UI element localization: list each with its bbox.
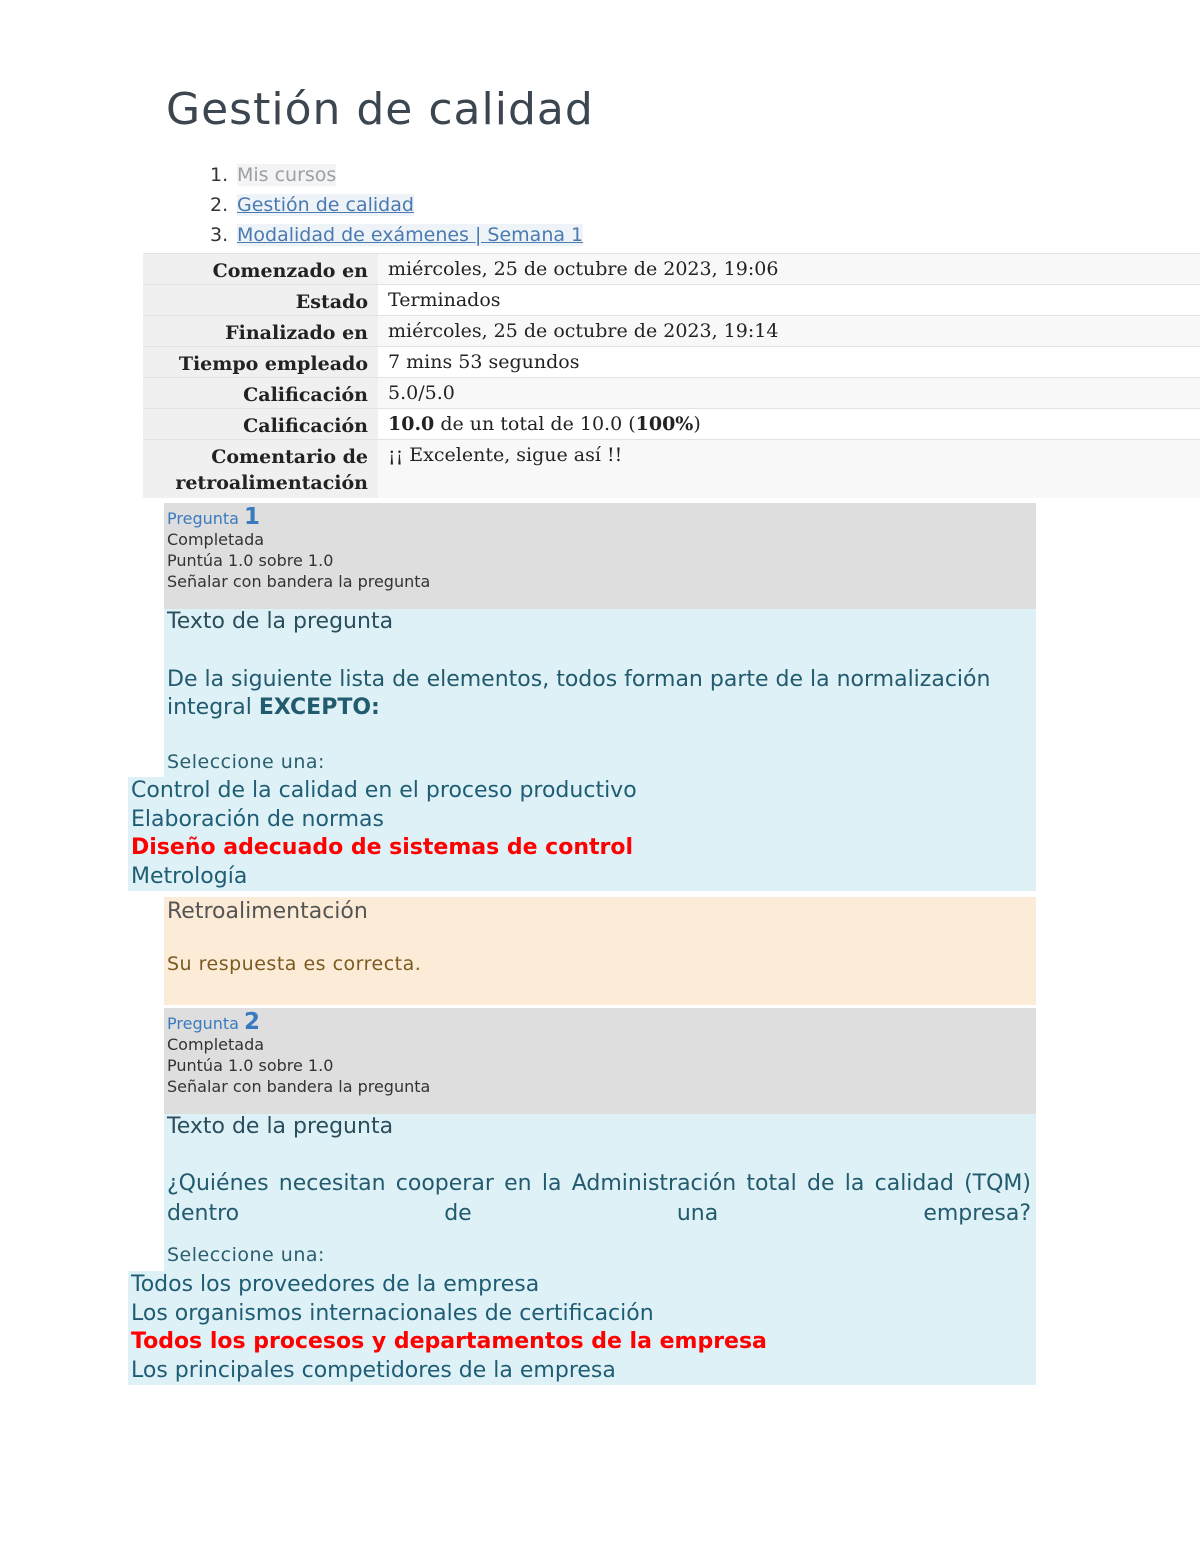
summary-row-started bbox=[143, 254, 1200, 285]
summary-value: 5.0/5.0 bbox=[378, 378, 1200, 409]
answer-option[interactable]: Los organismos internacionales de certificación bbox=[131, 1300, 654, 1326]
question-label: Pregunta bbox=[167, 509, 239, 528]
grade-end: ) bbox=[693, 413, 701, 435]
breadcrumb-link-course[interactable]: Gestión de calidad bbox=[237, 194, 414, 216]
summary-row-grade bbox=[143, 409, 1200, 440]
question-number: 1 bbox=[244, 504, 261, 530]
question-text-main: De la siguiente lista de elementos, todos forman parte de la normalización integral bbox=[167, 667, 991, 720]
flag-question-link[interactable]: Señalar con bandera la pregunta bbox=[167, 572, 431, 591]
question-1-feedback bbox=[164, 897, 1036, 1005]
flag-question-link[interactable]: Señalar con bandera la pregunta bbox=[167, 1077, 431, 1096]
summary-row-finished bbox=[143, 316, 1200, 347]
question-2-content bbox=[164, 1114, 1036, 1271]
question-state: Completada bbox=[167, 530, 265, 549]
breadcrumb-link-exam[interactable]: Modalidad de exámenes | Semana 1 bbox=[237, 224, 584, 246]
answer-option[interactable]: Elaboración de normas bbox=[131, 806, 384, 832]
question-1-answers bbox=[128, 777, 1036, 891]
question-label: Pregunta bbox=[167, 1014, 239, 1033]
answer-option[interactable]: Metrología bbox=[131, 863, 248, 889]
summary-label: Estado bbox=[143, 285, 378, 316]
summary-label: Calificación bbox=[143, 378, 378, 409]
breadcrumb-link-my-courses[interactable]: Mis cursos bbox=[237, 164, 337, 186]
answer-option-correct[interactable]: Todos los procesos y departamentos de la empresa bbox=[131, 1329, 767, 1354]
feedback-text: Su respuesta es correcta. bbox=[167, 953, 422, 975]
summary-label: Finalizado en bbox=[143, 316, 378, 347]
breadcrumb-item-my-courses[interactable] bbox=[210, 164, 583, 194]
attempt-summary-table bbox=[143, 253, 1200, 498]
feedback-heading: Retroalimentación bbox=[167, 899, 368, 924]
breadcrumb bbox=[210, 164, 583, 254]
answer-option-correct[interactable]: Diseño adecuado de sistemas de control bbox=[131, 835, 634, 860]
summary-label: Tiempo empleado bbox=[143, 347, 378, 378]
question-1-content bbox=[164, 609, 1036, 777]
breadcrumb-item-course[interactable] bbox=[210, 194, 583, 224]
question-2-answers bbox=[128, 1271, 1036, 1385]
summary-label: Comenzado en bbox=[143, 254, 378, 285]
question-1-info bbox=[164, 503, 1036, 609]
summary-value bbox=[378, 409, 1200, 440]
breadcrumb-item-exam[interactable] bbox=[210, 224, 583, 254]
summary-value: Terminados bbox=[378, 285, 1200, 316]
answer-option[interactable]: Control de la calidad en el proceso productivo bbox=[131, 778, 637, 803]
select-one-label: Seleccione una: bbox=[167, 1244, 325, 1266]
question-text-heading: Texto de la pregunta bbox=[167, 609, 394, 634]
select-one-label: Seleccione una: bbox=[167, 751, 325, 773]
answer-option[interactable]: Todos los proveedores de la empresa bbox=[131, 1272, 540, 1297]
breadcrumb-number: 3. bbox=[210, 224, 229, 246]
summary-value: ¡¡ Excelente, sigue así !! bbox=[378, 440, 1200, 498]
question-1-heading bbox=[167, 504, 1033, 530]
question-text: ¿Quiénes necesitan cooperar en la Administración total de la calidad (TQM) dentro de una empresa? bbox=[167, 1171, 1031, 1226]
summary-row-time bbox=[143, 347, 1200, 378]
page-title: Gestión de calidad bbox=[166, 84, 594, 135]
summary-label: Calificación bbox=[143, 409, 378, 440]
question-text bbox=[167, 666, 1031, 722]
question-text-emphasis: EXCEPTO: bbox=[258, 695, 380, 720]
grade-mid: de un total de 10.0 ( bbox=[434, 413, 636, 435]
summary-row-marks bbox=[143, 378, 1200, 409]
question-score: Puntúa 1.0 sobre 1.0 bbox=[167, 1056, 334, 1075]
question-2-info bbox=[164, 1008, 1036, 1114]
summary-value: miércoles, 25 de octubre de 2023, 19:14 bbox=[378, 316, 1200, 347]
grade-value: 10.0 bbox=[388, 413, 435, 435]
question-2-heading bbox=[167, 1009, 1033, 1035]
question-text-heading: Texto de la pregunta bbox=[167, 1114, 394, 1139]
question-state: Completada bbox=[167, 1035, 265, 1054]
summary-row-state bbox=[143, 285, 1200, 316]
summary-label: Comentario de retroalimentación bbox=[143, 440, 378, 498]
answer-option[interactable]: Los principales competidores de la empresa bbox=[131, 1357, 616, 1383]
summary-value: 7 mins 53 segundos bbox=[378, 347, 1200, 378]
breadcrumb-number: 2. bbox=[210, 194, 229, 216]
summary-row-feedback bbox=[143, 440, 1200, 498]
grade-percent: 100% bbox=[635, 413, 694, 435]
breadcrumb-number: 1. bbox=[210, 164, 229, 186]
question-score: Puntúa 1.0 sobre 1.0 bbox=[167, 551, 334, 570]
summary-value: miércoles, 25 de octubre de 2023, 19:06 bbox=[378, 254, 1200, 285]
question-number: 2 bbox=[244, 1009, 261, 1035]
